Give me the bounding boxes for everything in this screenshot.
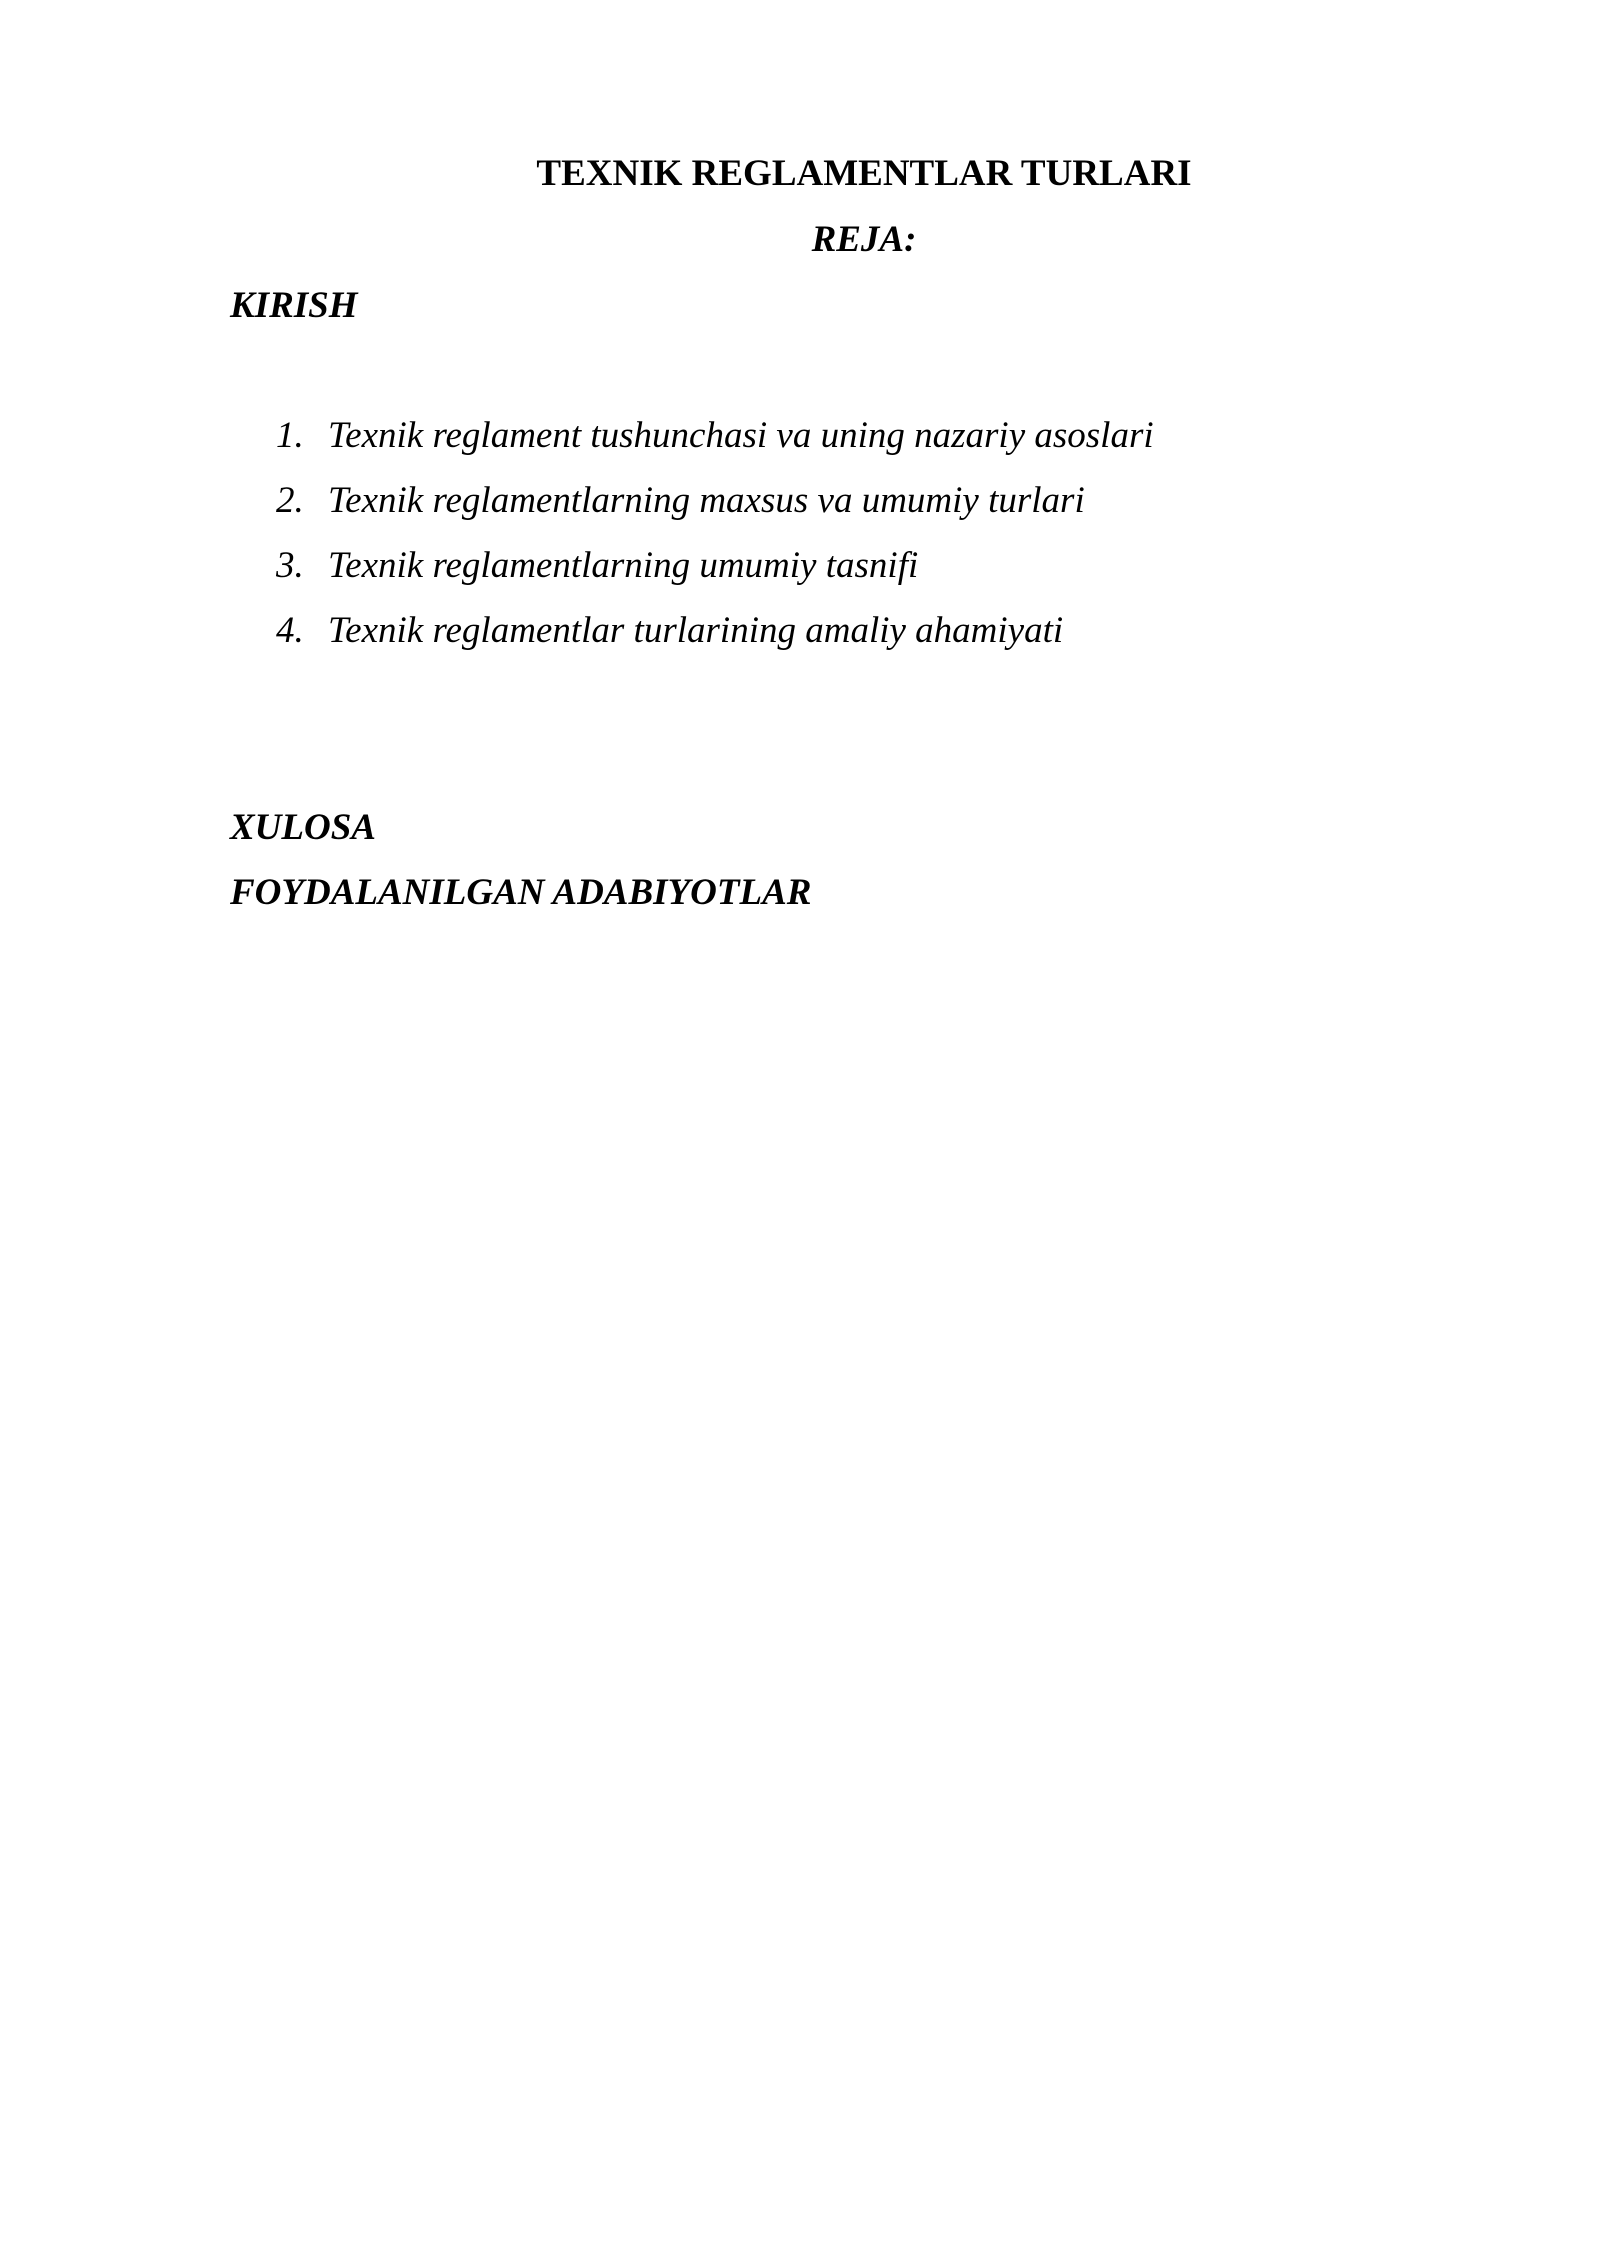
- list-item-number: 1.: [276, 415, 304, 456]
- references-heading: FOYDALANILGAN ADABIYOTLAR: [230, 872, 812, 913]
- list-item: [276, 414, 1154, 479]
- intro-heading: KIRISH: [230, 285, 358, 326]
- list-item-text: Texnik reglamentlarning maxsus va umumiy turlari: [328, 480, 1085, 521]
- list-item-number: 4.: [276, 610, 304, 651]
- list-item: [276, 609, 1154, 674]
- list-item-number: 3.: [276, 545, 304, 586]
- list-item-number: 2.: [276, 480, 304, 521]
- plan-heading: REJA:: [811, 219, 917, 260]
- list-item: [276, 544, 1154, 609]
- list-item: [276, 479, 1154, 544]
- conclusion-heading: XULOSA: [230, 807, 376, 848]
- plan-list: [276, 414, 1154, 674]
- document-title: TEXNIK REGLAMENTLAR TURLARI: [536, 153, 1192, 194]
- list-item-text: Texnik reglamentlarning umumiy tasnifi: [328, 545, 919, 586]
- list-item-text: Texnik reglamentlar turlarining amaliy ahamiyati: [328, 610, 1064, 651]
- list-item-text: Texnik reglament tushunchasi va uning nazariy asoslari: [328, 415, 1154, 456]
